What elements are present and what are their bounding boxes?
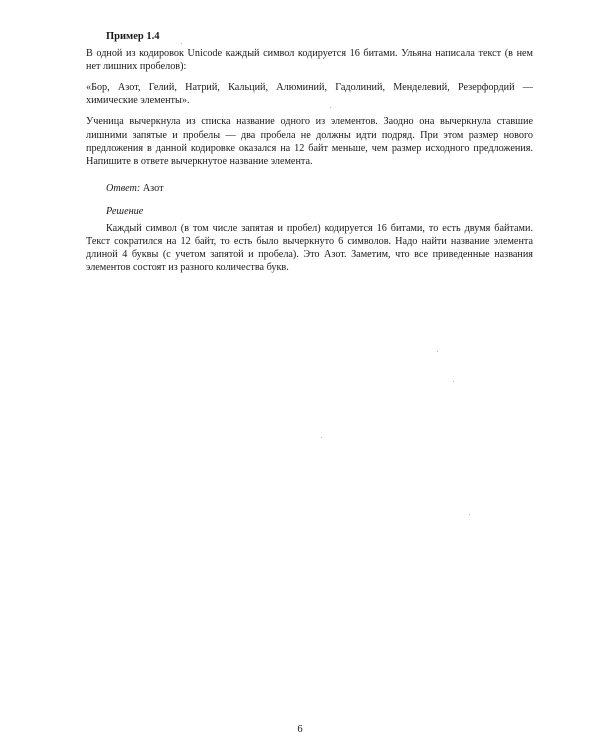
scan-speck	[453, 381, 454, 382]
answer-line	[106, 182, 533, 195]
answer-value: Азот	[142, 182, 164, 194]
solution-heading: Решение	[106, 205, 144, 217]
scan-speck	[437, 351, 438, 352]
scan-speck	[330, 107, 331, 108]
example-heading: Пример 1.4	[106, 31, 160, 42]
problem-intro: В одной из кодировок Unicode каждый символ кодируется 16 битами. Ульяна написала текст (в нем нет лишних пробелов):	[86, 48, 533, 73]
problem-task: Ученица вычеркнула из списка название одного из элементов. Заодно она вычеркнула ставшие лишними запятые и пробелы — два пробела не должны идти подряд. При этом размер нового предложения в данной кодировке оказался на 12 байт меньше, чем размер исходного предложения. Напишите в ответе вычеркнутое название элемента.	[86, 116, 533, 167]
scan-speck	[321, 437, 322, 438]
scan-speck	[181, 43, 182, 44]
answer-label: Ответ:	[106, 182, 141, 194]
scan-speck	[469, 514, 470, 515]
solution-text: Каждый символ (в том числе запятая и пробел) кодируется 16 битами, то есть двумя байтами. Текст сократился на 12 байт, то есть было вычеркнуто 6 символов. Надо найти название элемента длиной 4 буквы (с учетом запятой и пробела). Это Азот. Заметим, что все приведенные названия элементов состоят из разного количества букв.	[86, 223, 533, 274]
problem-quote: «Бор, Азот, Гелий, Натрий, Кальций, Алюминий, Гадолиний, Менделевий, Резерфордий — химические элементы».	[86, 82, 533, 107]
page-content	[86, 30, 533, 282]
page-number: 6	[297, 724, 303, 735]
